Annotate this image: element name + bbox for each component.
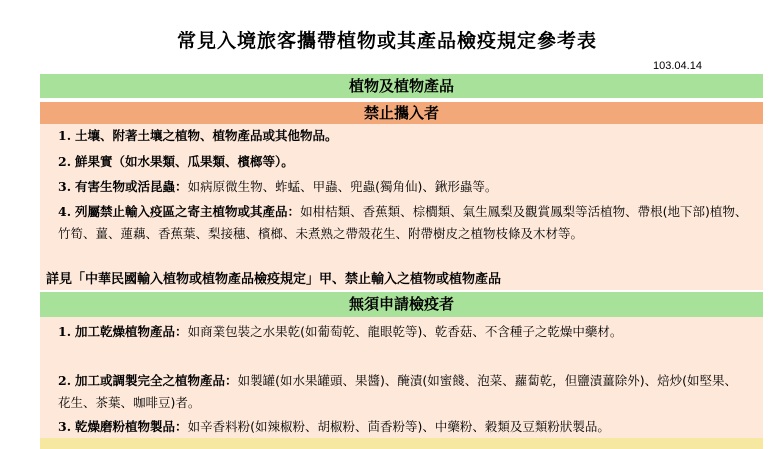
item-number: 3. [58, 179, 72, 194]
item-description: 如柑桔類、香蕉類、棕櫚類、氣生鳳梨及觀賞鳳梨等活植物、帶根(地下部)植物、竹筍、薑、蓮藕、香蕉葉、梨接穗、檳榔、未煮熟之帶殼花生、附帶樹皮之植物枝條及木材等。 [58, 204, 748, 241]
item-description: 如製罐(如水果罐頭、果醬)、醃漬(如蜜餞、泡菜、蘿蔔乾，但鹽漬薑除外)、焙炒(如堅果、花生、茶葉、咖啡豆)者。 [58, 373, 737, 410]
section-heading-exempt: 無須申請檢疫者 [40, 292, 763, 317]
exempt-item [58, 416, 748, 438]
section-heading-prohibited: 禁止攜入者 [40, 102, 763, 124]
item-number: 4. [58, 204, 72, 219]
prohibited-item [58, 176, 748, 198]
item-number: 1. [58, 128, 72, 143]
item-heading: 土壤、附著土壤之植物、植物產品或其他物品。 [75, 128, 338, 143]
exempt-item [58, 370, 748, 414]
item-heading: 加工或調製完全之植物產品： [75, 373, 238, 388]
item-number: 2. [58, 154, 72, 169]
item-number: 2. [58, 373, 72, 388]
document-date: 103.04.14 [653, 60, 702, 72]
prohibited-item [58, 125, 748, 147]
item-heading: 乾燥磨粉植物製品： [75, 419, 188, 434]
regulation-reference-note: 詳見「中華民國輸入植物或植物產品檢疫規定」甲、禁止輸入之植物或植物產品 [46, 272, 502, 287]
exempt-item [58, 321, 748, 343]
item-heading: 列屬禁止輸入疫區之寄主植物或其產品： [75, 204, 301, 219]
item-description: 如病原微生物、蚱蜢、甲蟲、兜蟲(獨角仙)、鍬形蟲等。 [187, 179, 498, 194]
section-heading-plants: 植物及植物產品 [40, 74, 763, 98]
item-description: 如辛香料粉(如辣椒粉、胡椒粉、茴香粉等)、中藥粉、穀類及豆類粉狀製品。 [187, 419, 610, 434]
item-heading: 鮮果實（如水果類、瓜果類、檳榔等）。 [75, 154, 294, 169]
bottom-strip [40, 438, 763, 449]
prohibited-item [58, 201, 748, 245]
prohibited-item [58, 151, 748, 173]
item-number: 3. [58, 419, 72, 434]
item-description: 如商業包裝之水果乾(如葡萄乾、龍眼乾等)、乾香菇、不含種子之乾燥中藥材。 [187, 324, 623, 339]
item-heading: 加工乾燥植物產品： [75, 324, 188, 339]
item-number: 1. [58, 324, 72, 339]
item-heading: 有害生物或活昆蟲： [75, 179, 188, 194]
page-title: 常見入境旅客攜帶植物或其產品檢疫規定參考表 [176, 30, 597, 52]
